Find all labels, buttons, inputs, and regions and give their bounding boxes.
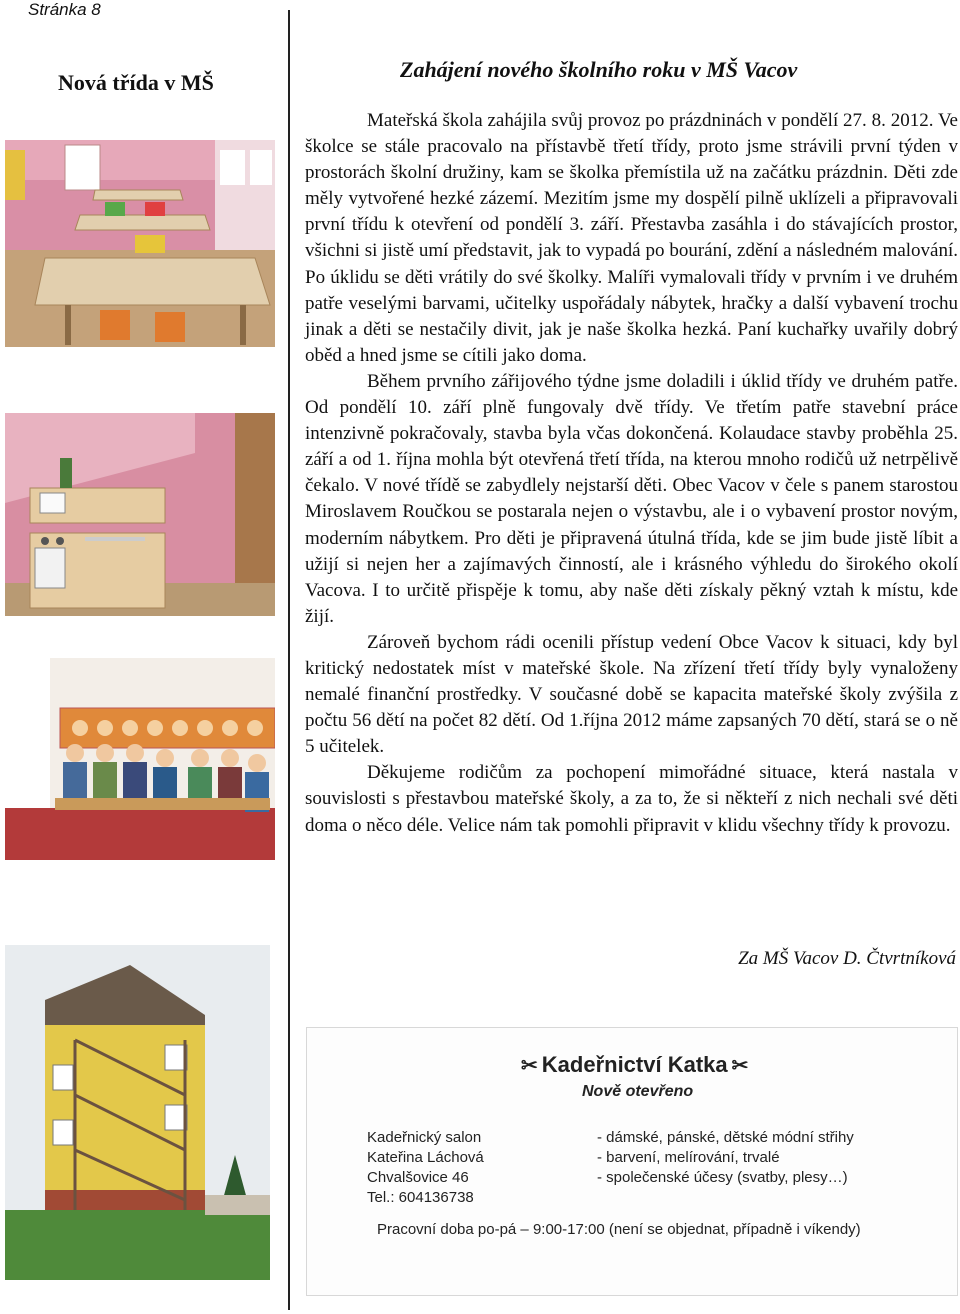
ad-service-line: - barvení, melírování, trvalé (597, 1149, 780, 1166)
classroom-photo (5, 140, 275, 347)
children-photo (5, 658, 275, 860)
ad-contact-line: Tel.: 604136738 (367, 1189, 474, 1206)
ad-contact-line: Kadeřnický salon (367, 1129, 482, 1146)
article-paragraph: Mateřská škola zahájila svůj provoz po prázdninách v pondělí 27. 8. 2012. Ve školce se stále pracovalo na přístavbě třetí třídy, proto jsme strávili první týden v prostorách školní družiny, kam se školka přemístila už na začátku prázdnin. Děti zde měly vytvořené hezké zázemí. Mezitím jsme my dospělí pilně uklízeli a připravovali první třídu k otevření od pondělí 3. září. Přestavba zasáhla i do stávajících prostor, všichni si jistě umí představit, jak to vypadá po bourání, zdění a následném malování. Po úklidu se děti vrátily do své školky. Malíři vymalovali třídy v prvním i ve druhém patře veselými barvami, učitelky uspořádaly nábytek, hračky a další vybavení trochu jinak a děti se nestačily divit, jak je naše školka hezká. Paní kuchařky uvařily dobrý oběd a hned jsme se cítili jako doma. (305, 110, 958, 366)
ad-hours: Pracovní doba po-pá – 9:00-17:00 (není se objednat, případně i víkendy) (377, 1221, 861, 1238)
school-building-photo (5, 945, 270, 1280)
ad-contact-line: Kateřina Láchová (367, 1149, 484, 1166)
ad-title-text: Kadeřnictví Katka (541, 1052, 728, 1077)
ad-service-line: - společenské účesy (svatby, plesy…) (597, 1169, 848, 1186)
ad-contact (367, 1128, 484, 1208)
hairdresser-advertisement (306, 1027, 958, 1296)
ad-subtitle: Nově otevřeno (582, 1083, 694, 1100)
article-signature: Za MŠ Vacov D. Čtvrtníková (738, 948, 956, 969)
ad-service-line: - dámské, pánské, dětské módní střihy (597, 1129, 854, 1146)
ad-contact-line: Chvalšovice 46 (367, 1169, 469, 1186)
scissors-icon: ✂ (731, 1055, 749, 1077)
article-body (305, 108, 958, 839)
scissors-icon: ✂ (521, 1055, 538, 1077)
ad-title (517, 1052, 752, 1078)
page-label: Stránka 8 (28, 0, 101, 19)
article-paragraph: Během prvního zářijového týdne jsme doladili i úklid třídy ve druhém patře. Od pondělí 10. září plně fungovaly dvě třídy. Ve třetím patře stavební práce intenzivně pokračovaly, stavba byla včas dokončená. Kolaudace stavby proběhla 25. září a od 1. října mohla být otevřená třetí třída, na kterou mnoho rodičů už netrpělivě čekalo. V nové třídě se zabydlely nejstarší děti. Obec Vacov v čele s panem starostou Miroslavem Roučkou se postarala nejen o výstavbu, ale i o vybavení prostor novým, moderním nábytkem. Pro děti je připravená útulná třída, kde se jim bude jistě líbit a užijí si nejen her a zajímavých činností, ale i krásného výhledu do širokého okolí Vacova. I to určitě přispěje k tomu, aby naše děti získaly pěkný vztah k místu, kde žijí. (305, 370, 958, 627)
sidebar-title: Nová třída v MŠ (58, 70, 214, 95)
ad-services (597, 1128, 854, 1188)
play-kitchen-photo (5, 413, 275, 616)
article-paragraph: Zároveň bychom rádi ocenili přístup vedení Obce Vacov k situaci, kdy byl kritický nedostatek míst v mateřské škole. Na zřízení třetí třídy byly vynaloženy nemalé finanční prostředky. V současné době se kapacita mateřské školy zvýšila z počtu 56 dětí na počet 82 dětí. Od 1.října 2012 máme zapsaných 70 dětí, stará se o ně 5 učitelek. (305, 631, 958, 758)
column-divider (288, 10, 290, 1310)
article-title: Zahájení nového školního roku v MŠ Vacov (400, 57, 798, 82)
article-paragraph: Děkujeme rodičům za pochopení mimořádné situace, která nastala v souvislosti s přestavbou mateřské školy, a za to, že si někteří z nich nechali své děti doma o něco déle. Velice nám tak pomohli připravit v klidu všechny třídy k provozu. (305, 762, 958, 836)
